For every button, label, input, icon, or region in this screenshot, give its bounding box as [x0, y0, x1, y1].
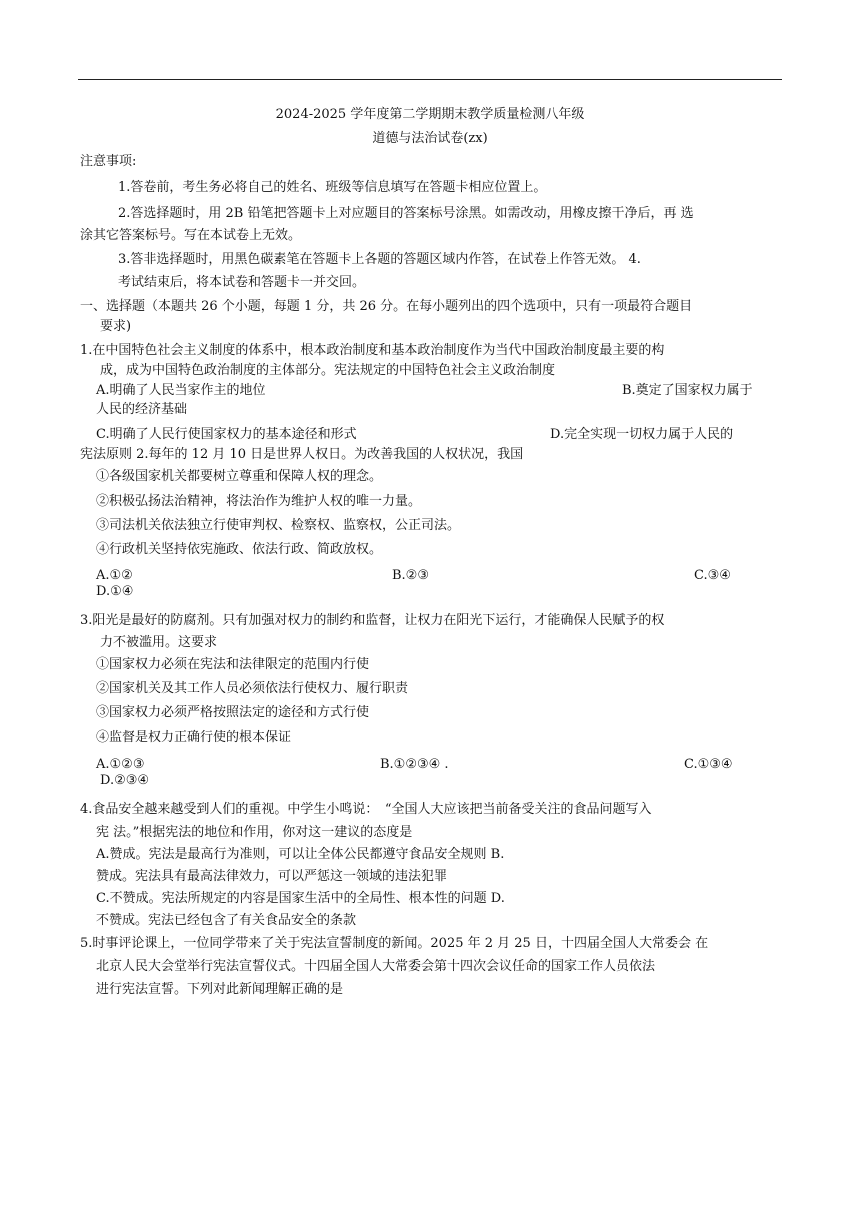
notice-line: 3.答非选择题时，用黑色碳素笔在答题卡上各题的答题区域内作答，在试卷上作答无效。 4.: [118, 252, 641, 267]
question-2-option-a: A.①②: [96, 568, 133, 583]
question-4-option-c: C.不赞成。宪法所规定的内容是国家生活中的全局性、根本性的问题 D.: [96, 891, 505, 906]
question-4-option-b: 赞成。宪法具有最高法律效力，可以严惩这一领域的违法犯罪: [96, 869, 448, 884]
question-2-stem: 宪法原则 2.每年的 12 月 10 日是世界人权日。为改善我国的人权状况，我国: [80, 447, 524, 462]
question-2-item: ②积极弘扬法治精神，将法治作为维护人权的唯一力量。: [96, 494, 422, 509]
section-heading: 一、选择题（本题共 26 个小题，每题 1 分，共 26 分。在每小题列出的四个选项中，只有一项最符合题目: [80, 299, 693, 314]
question-4-stem: 4.食品安全越来越受到人们的重视。中学生小鸣说： “全国人大应该把当前备受关注的食品问题写入: [80, 802, 652, 817]
question-3-option-b: B.①②③④ .: [380, 757, 449, 772]
notice-line: 1.答卷前，考生务必将自己的姓名、班级等信息填写在答题卡相应位置上。: [118, 180, 547, 195]
question-4-option-d: 不赞成。宪法已经包含了有关食品安全的条款: [96, 913, 357, 928]
question-2-item: ③司法机关依法独立行使审判权、检察权、监察权，公正司法。: [96, 518, 461, 533]
question-2-item: ①各级国家机关都要树立尊重和保障人权的理念。: [96, 469, 383, 484]
question-5-stem: 5.时事评论课上，一位同学带来了关于宪法宣誓制度的新闻。2025 年 2 月 25 日，十四届全国人大常委会 在: [80, 936, 709, 951]
notice-line: 考试结束后，将本试卷和答题卡一并交回。: [118, 275, 366, 290]
notice-line: 涂其它答案标号。写在本试卷上无效。: [80, 228, 302, 243]
exam-subtitle: 道德与法治试卷(zx): [372, 131, 488, 146]
question-3-item: ②国家机关及其工作人员必须依法行使权力、履行职责: [96, 681, 409, 696]
question-3-item: ①国家权力必须在宪法和法律限定的范围内行使: [96, 657, 370, 672]
header-rule: [78, 79, 782, 80]
exam-title: 2024-2025 学年度第二学期期末教学质量检测八年级: [275, 107, 585, 122]
question-3-stem: 力不被滥用。这要求: [100, 635, 218, 650]
question-2-option-c: C.③④: [694, 568, 731, 583]
question-5-stem: 北京人民大会堂举行宪法宣誓仪式。十四届全国人大常委会第十四次会议任命的国家工作人员依法: [96, 959, 656, 974]
question-1-stem: 1.在中国特色社会主义制度的体系中，根本政治制度和基本政治制度作为当代中国政治制度最主要的构: [80, 343, 665, 358]
question-1-option-c: C.明确了人民行使国家权力的基本途径和形式: [96, 427, 357, 442]
question-1-stem: 成，成为中国特色政治制度的主体部分。宪法规定的中国特色社会主义政治制度: [100, 363, 556, 378]
question-2-item: ④行政机关坚持依宪施政、依法行政、简政放权。: [96, 542, 383, 557]
question-3-option-a: A.①②③: [96, 757, 145, 772]
question-3-option-c: C.①③④: [684, 757, 733, 772]
question-3-item: ③国家权力必须严格按照法定的途径和方式行使: [96, 705, 370, 720]
section-heading: 要求): [100, 319, 132, 334]
notice-heading: 注意事项:: [80, 154, 137, 169]
question-2-option-d: D.①④: [96, 584, 134, 599]
question-3-stem: 3.阳光是最好的防腐剂。只有加强对权力的制约和监督，让权力在阳光下运行，才能确保人民赋予的权: [80, 613, 665, 628]
question-2-option-b: B.②③: [392, 568, 429, 583]
notice-line: 2.答选择题时，用 2B 铅笔把答题卡上对应题目的答案标号涂黑。如需改动，用橡皮擦干净后，再 选: [118, 206, 694, 221]
question-1-option-b: 人民的经济基础: [96, 402, 188, 417]
question-3-item: ④监督是权力正确行使的根本保证: [96, 730, 292, 745]
question-1-option-a: A.明确了人民当家作主的地位: [96, 383, 266, 398]
question-1-option-d: D.完全实现一切权力属于人民的: [550, 427, 734, 442]
question-3-option-d: D.②③④: [100, 773, 150, 788]
question-4-option-a: A.赞成。宪法是最高行为准则，可以让全体公民都遵守食品安全规则 B.: [96, 847, 505, 862]
question-5-stem: 进行宪法宣誓。下列对此新闻理解正确的是: [96, 982, 344, 997]
question-1-option-b: B.奠定了国家权力属于: [622, 383, 753, 398]
question-4-stem: 宪 法。”根据宪法的地位和作用，你对这一建议的态度是: [96, 825, 413, 840]
